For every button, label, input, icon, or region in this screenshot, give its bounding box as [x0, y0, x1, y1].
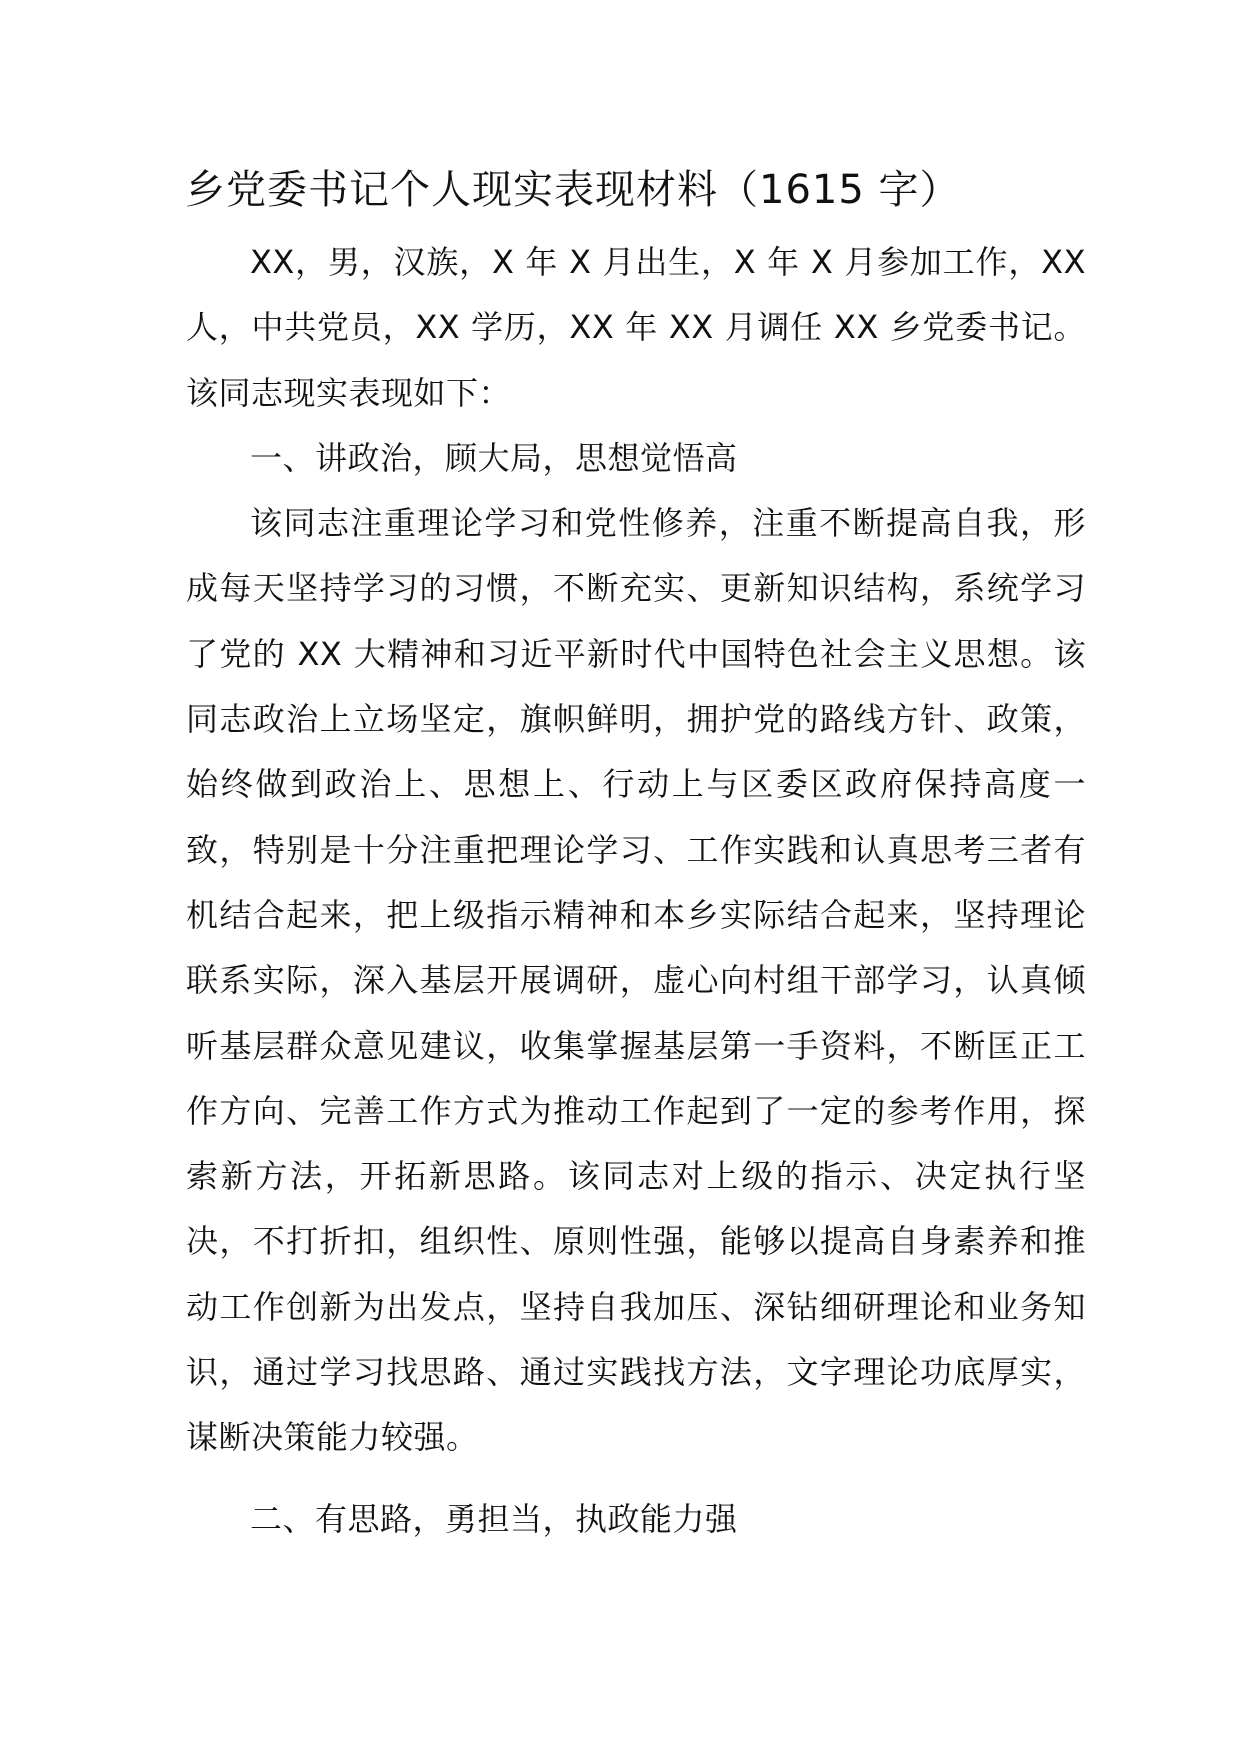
- section-2-heading: 二、有思路，勇担当，执政能力强: [250, 1499, 738, 1538]
- document-title: 乡党委书记个人现实表现材料（1615 字）: [185, 167, 961, 213]
- section-1-heading: 一、讲政治，顾大局，思想觉悟高: [250, 438, 738, 477]
- document-body: [186, 230, 1086, 1552]
- intro-paragraph: XX，男，汉族，X 年 X 月出生，X 年 X 月参加工作，XX 人，中共党员，XX 学历，XX 年 XX 月调任 XX 乡党委书记。该同志现实表现如下：: [186, 243, 1086, 412]
- section-1-paragraph: 该同志注重理论学习和党性修养，注重不断提高自我，形成每天坚持学习的习惯，不断充实、更新知识结构，系统学习了党的 XX 大精神和习近平新时代中国特色社会主义思想。该同志政治上立场坚定，旗帜鲜明，拥护党的路线方针、政策，始终做到政治上、思想上、行动上与区委区政府保持高度一致，特别是十分注重把理论学习、工作实践和认真思考三者有机结合起来，把上级指示精神和本乡实际结合起来，坚持理论联系实际，深入基层开展调研，虚心向村组干部学习，认真倾听基层群众意见建议，收集掌握基层第一手资料，不断匡正工作方向、完善工作方式为推动工作起到了一定的参考作用，探索新方法，开拓新思路。该同志对上级的指示、决定执行坚决，不打折扣，组织性、原则性强，能够以提高自身素养和推动工作创新为出发点，坚持自我加压、深钻细研理论和业务知识，通过学习找思路、通过实践找方法，文字理论功底厚实，谋断决策能力较强。: [186, 504, 1086, 1457]
